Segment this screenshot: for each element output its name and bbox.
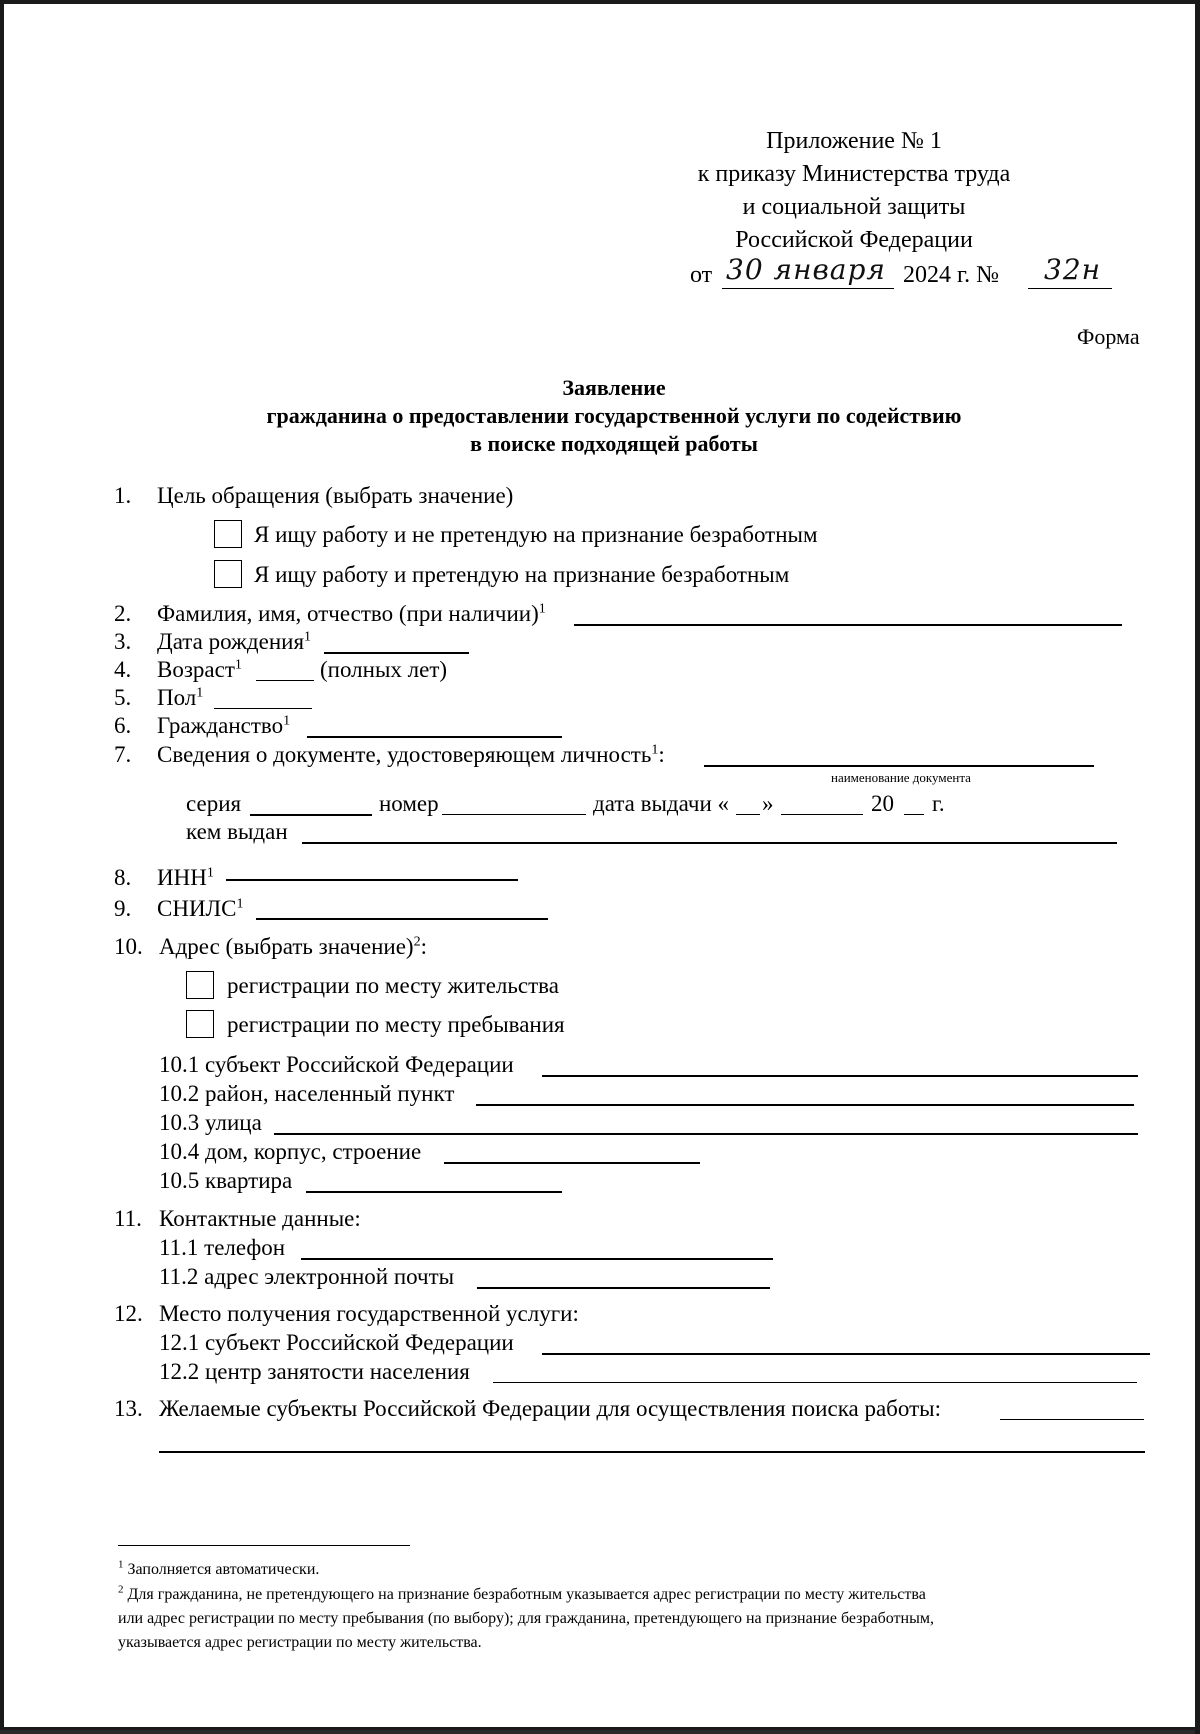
title-line-2: гражданина о предоставлении государственной услуги по содействию bbox=[266, 403, 962, 428]
purpose-option-1-label: Я ищу работу и не претендую на признание безработным bbox=[254, 522, 818, 547]
item-7-number: 7. bbox=[114, 742, 132, 767]
email-label: 11.2 адрес электронной почты bbox=[159, 1264, 455, 1289]
address-house-field[interactable] bbox=[444, 1162, 700, 1164]
item-5-number: 5. bbox=[114, 685, 132, 710]
issued-by-label: кем выдан bbox=[186, 819, 288, 844]
item-13-label: Желаемые субъекты Российской Федерации для осуществления поиска работы: bbox=[159, 1396, 941, 1421]
footnote-separator bbox=[118, 1545, 410, 1546]
item-9-number: 9. bbox=[114, 896, 132, 921]
item-10-label: Адрес (выбрать значение)$^2$: bbox=[159, 934, 427, 959]
address-option-1-label: регистрации по месту жительства bbox=[227, 973, 559, 998]
full-name-field[interactable] bbox=[574, 624, 1122, 626]
item-11-label: Контактные данные: bbox=[159, 1206, 361, 1231]
title-line-3: в поиске подходящей работы bbox=[470, 431, 758, 456]
address-region-label: 10.1 субъект Российской Федерации bbox=[159, 1052, 514, 1077]
order-number-handwritten: 32н bbox=[1044, 253, 1102, 286]
identity-document-name-field[interactable] bbox=[704, 765, 1094, 767]
address-apartment-label: 10.5 квартира bbox=[159, 1168, 293, 1193]
document-series-field[interactable] bbox=[250, 814, 372, 816]
footnote-1: $^1$ Заполняется автоматически. bbox=[118, 1558, 320, 1578]
desired-regions-field-2[interactable] bbox=[159, 1451, 1145, 1453]
email-field[interactable] bbox=[477, 1287, 770, 1289]
item-4-label: Возраст$^1$ bbox=[157, 657, 242, 682]
item-1-number: 1. bbox=[114, 483, 132, 508]
issue-year-prefix: 20 bbox=[871, 791, 894, 816]
address-apartment-field[interactable] bbox=[306, 1191, 562, 1193]
address-street-label: 10.3 улица bbox=[159, 1110, 262, 1135]
address-street-field[interactable] bbox=[274, 1133, 1138, 1135]
address-region-field[interactable] bbox=[542, 1075, 1138, 1077]
document-name-caption: наименование документа bbox=[831, 770, 971, 785]
item-3-label: Дата рождения$^1$ bbox=[157, 629, 312, 654]
address-house-label: 10.4 дом, корпус, строение bbox=[159, 1139, 422, 1164]
item-10-number: 10. bbox=[114, 934, 143, 959]
series-label: серия bbox=[186, 791, 242, 816]
issue-day-field[interactable] bbox=[736, 814, 760, 815]
order-date-line bbox=[722, 288, 894, 289]
address-checkbox-residence[interactable] bbox=[186, 971, 214, 999]
item-9-label: СНИЛС$^1$ bbox=[157, 896, 244, 921]
service-region-field[interactable] bbox=[542, 1353, 1150, 1355]
item-5-label: Пол$^1$ bbox=[157, 685, 204, 710]
footnote-2-line-2: или адрес регистрации по месту пребывания (по выбору); для гражданина, претендующего на признание безработным, bbox=[118, 1610, 934, 1627]
appendix-line-3: и социальной защиты bbox=[742, 194, 966, 220]
order-year-number-label: 2024 г. № bbox=[903, 262, 1000, 288]
item-6-label: Гражданство$^1$ bbox=[157, 713, 291, 738]
gender-field[interactable] bbox=[214, 708, 312, 709]
issue-month-field[interactable] bbox=[781, 814, 863, 815]
item-13-number: 13. bbox=[114, 1396, 143, 1421]
scan-edge bbox=[1195, 4, 1200, 1734]
purpose-option-2-label: Я ищу работу и претендую на признание безработным bbox=[254, 562, 790, 587]
number-label: номер bbox=[379, 791, 439, 816]
address-checkbox-stay[interactable] bbox=[186, 1010, 214, 1038]
appendix-line-4: Российской Федерации bbox=[735, 227, 973, 253]
form-label: Форма bbox=[1077, 324, 1140, 349]
snils-field[interactable] bbox=[256, 918, 548, 920]
item-2-label: Фамилия, имя, отчество (при наличии)$^1$ bbox=[157, 601, 546, 626]
purpose-checkbox-not-unemployed[interactable] bbox=[214, 520, 242, 548]
age-field[interactable] bbox=[256, 680, 314, 681]
address-district-label: 10.2 район, населенный пункт bbox=[159, 1081, 455, 1106]
birth-date-field[interactable] bbox=[324, 652, 469, 654]
age-suffix: (полных лет) bbox=[320, 657, 448, 682]
issue-year-field[interactable] bbox=[904, 814, 924, 815]
citizenship-field[interactable] bbox=[307, 736, 562, 738]
item-4-number: 4. bbox=[114, 657, 132, 682]
order-date-handwritten: 30 января bbox=[726, 253, 886, 286]
item-7-label: Сведения о документе, удостоверяющем личность$^1$: bbox=[157, 742, 665, 767]
footnote-2-line-1: $^2$ Для гражданина, не претендующего на признание безработным указывается адрес регистрации по месту жительства bbox=[118, 1583, 926, 1603]
address-option-2-label: регистрации по месту пребывания bbox=[227, 1012, 565, 1037]
phone-field[interactable] bbox=[301, 1258, 773, 1260]
footnote-2-line-3: указывается адрес регистрации по месту жительства. bbox=[118, 1634, 482, 1651]
employment-center-label: 12.2 центр занятости населения bbox=[159, 1359, 470, 1384]
service-region-label: 12.1 субъект Российской Федерации bbox=[159, 1330, 514, 1355]
item-2-number: 2. bbox=[114, 601, 132, 626]
inn-field[interactable] bbox=[226, 879, 518, 881]
desired-regions-field-1[interactable] bbox=[1000, 1419, 1144, 1420]
issue-year-suffix: г. bbox=[932, 791, 945, 816]
item-12-label: Место получения государственной услуги: bbox=[159, 1301, 579, 1326]
item-11-number: 11. bbox=[114, 1206, 142, 1231]
issue-date-close-quote: » bbox=[762, 791, 774, 816]
item-6-number: 6. bbox=[114, 713, 132, 738]
employment-center-field[interactable] bbox=[493, 1382, 1137, 1383]
issue-date-label: дата выдачи « bbox=[593, 791, 730, 816]
item-8-label: ИНН$^1$ bbox=[157, 865, 214, 890]
order-number-line bbox=[1028, 288, 1112, 289]
title-line-1: Заявление bbox=[562, 375, 666, 400]
item-8-number: 8. bbox=[114, 865, 132, 890]
address-district-field[interactable] bbox=[476, 1104, 1134, 1106]
phone-label: 11.1 телефон bbox=[159, 1235, 286, 1260]
item-3-number: 3. bbox=[114, 629, 132, 654]
appendix-line-1: Приложение № 1 bbox=[766, 128, 942, 154]
appendix-line-2: к приказу Министерства труда bbox=[697, 161, 1011, 187]
issued-by-field[interactable] bbox=[302, 842, 1117, 844]
item-12-number: 12. bbox=[114, 1301, 143, 1326]
item-1-label: Цель обращения (выбрать значение) bbox=[157, 483, 514, 508]
purpose-checkbox-unemployed[interactable] bbox=[214, 560, 242, 588]
order-date-prefix: от bbox=[690, 262, 713, 288]
document-number-field[interactable] bbox=[442, 814, 586, 815]
